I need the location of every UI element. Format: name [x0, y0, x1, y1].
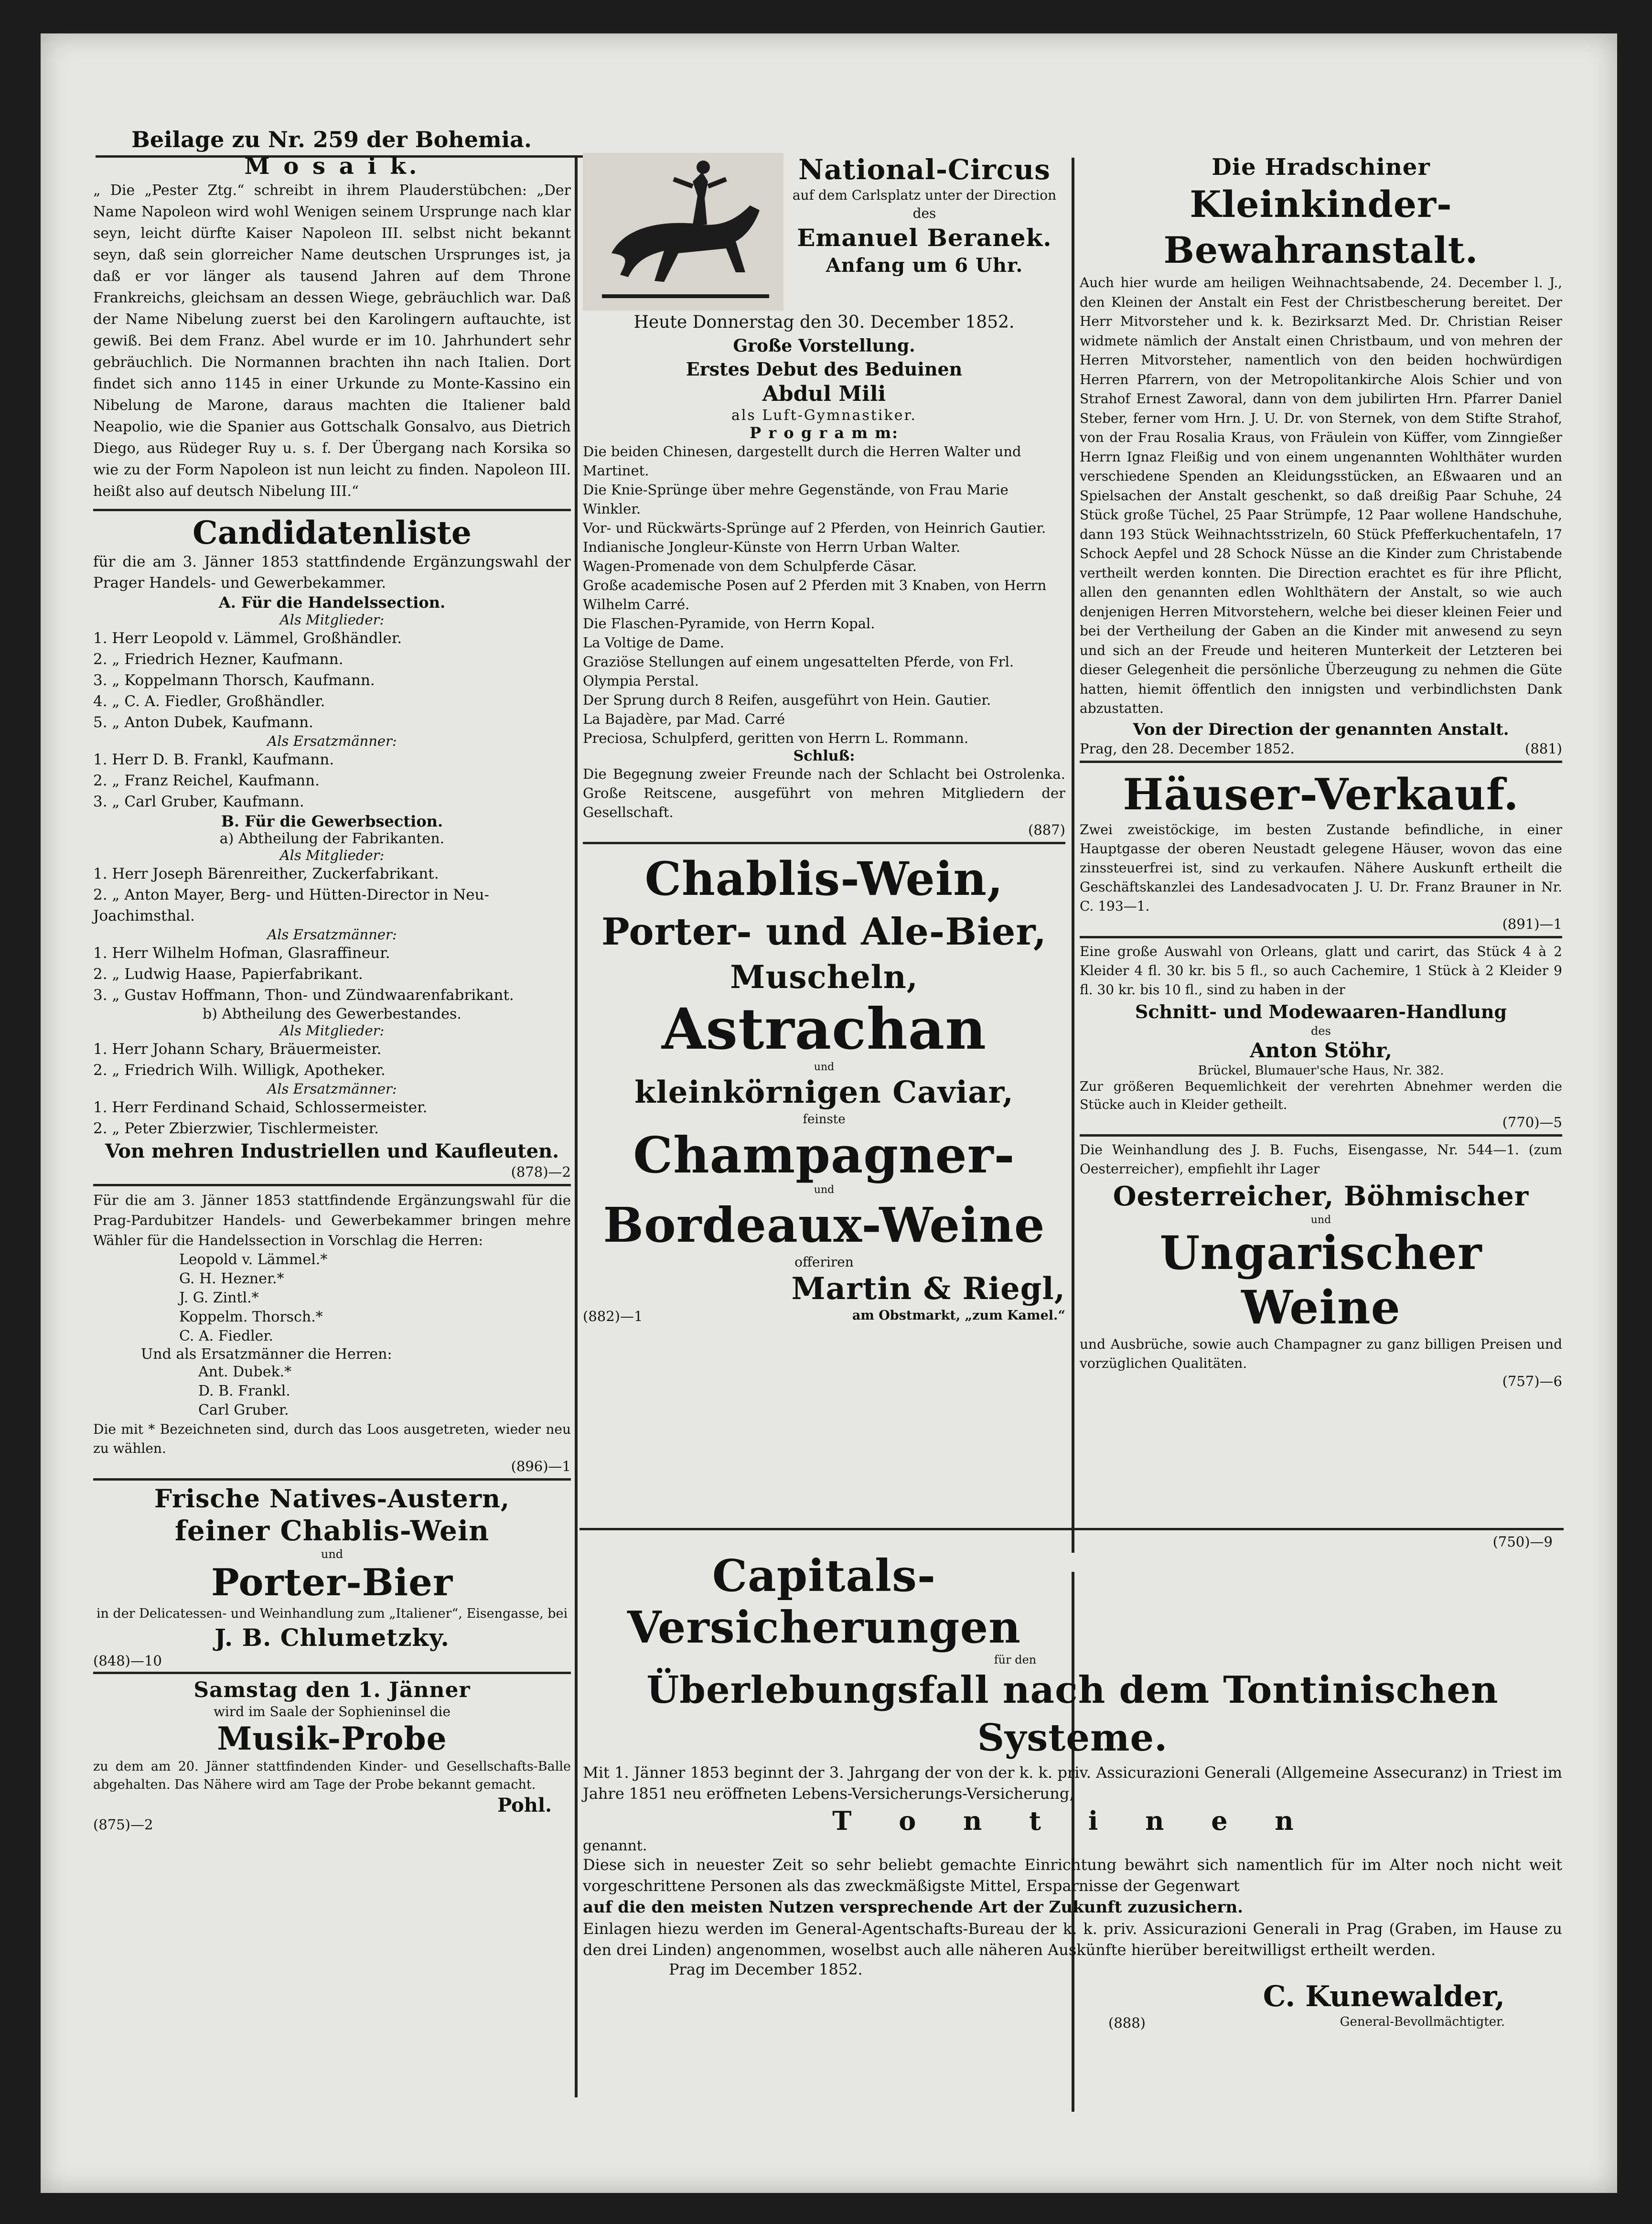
- list-item: Wagen-Promenade von dem Schulpferde Cäsar.: [583, 558, 917, 574]
- wine-shop-und: und: [1310, 1214, 1331, 1226]
- wine-ad-line-2: Porter- und Ale-Bier,: [601, 910, 1047, 954]
- candidates-intro: für die am 3. Jänner 1853 stattfindende Ergänzungswahl der Prager Handels- und Gewerbekammer.: [93, 553, 571, 591]
- list-item: Die Knie-Sprünge über mehre Gegenstände, von Frau Marie Winkler.: [583, 482, 1008, 517]
- wine-ad-line-7: Bordeaux-Weine: [603, 1197, 1045, 1253]
- divider: [1080, 936, 1562, 938]
- wine-ad-und: und: [814, 1184, 835, 1196]
- list-item: J. G. Zintl.*: [179, 1289, 259, 1306]
- program-list: [583, 442, 1065, 748]
- list-item: 2. „ Ludwig Haase, Papierfabrikant.: [93, 966, 363, 983]
- wine-ad-merchant: Martin & Riegl,: [791, 1271, 1065, 1307]
- debut-line-2: Abdul Mili: [762, 382, 886, 406]
- wine-ad-line-3: Muscheln,: [730, 958, 918, 996]
- divider: [583, 842, 1065, 844]
- rehearsal-ad-line-1: Samstag den 1. Jänner: [193, 1678, 471, 1702]
- debut-line-3: als Luft-Gymnastiker.: [731, 407, 917, 424]
- ad-reference: (881): [1525, 740, 1562, 757]
- circus-title: National-Circus: [798, 153, 1051, 186]
- list-item: 2. „ Franz Reichel, Kaufmann.: [93, 772, 320, 789]
- wine-ad-line-5: kleinkörnigen Caviar,: [634, 1074, 1014, 1110]
- insurance-text-2: Diese sich in neuester Zeit so sehr beliebt gemachte Einrichtung bewährt sich namentlich für im Alter noch nicht weit vorgeschrittene Personen als das zweckmäßigste Mittel, Ersparnisse der Gegenwart: [583, 1856, 1562, 1895]
- proposal-intro: Für die am 3. Jänner 1853 stattfindende Ergänzungswahl für die Prag-Pardubitzer Handels- und Gewerbekammer bringen mehre Wähler für die Handelssection in Vorschlag die Herren:: [93, 1192, 571, 1248]
- newspaper-page: [41, 33, 1617, 2193]
- section-b-heading: B. Für die Gewerbsection.: [221, 812, 443, 830]
- fabric-ad-note: Zur größeren Bequemlichkeit der verehrten Abnehmer werden die Stücke auch in Kleider getheilt.: [1080, 1079, 1562, 1112]
- wine-ad-line-1: Chablis-Wein,: [644, 852, 1004, 906]
- kindergarten-date: Prag, den 28. December 1852.: [1080, 740, 1295, 757]
- kindergarten-title-1: Die Hradschiner: [1212, 154, 1430, 181]
- list-item: 1. Herr Leopold v. Lämmel, Großhändler.: [93, 630, 402, 647]
- substitutes-heading: Als Ersatzmänner:: [267, 926, 397, 943]
- ad-reference: (878)—2: [511, 1164, 571, 1180]
- ad-reference: (757)—6: [1502, 1373, 1562, 1389]
- substitutes-heading: Als Ersatzmänner:: [267, 733, 397, 749]
- section-bb-substitutes: [93, 1097, 571, 1139]
- ad-reference: (750)—9: [1492, 1534, 1553, 1550]
- ad-reference: (848)—10: [93, 1653, 162, 1669]
- wine-shop-line-1: Oesterreicher, Böhmischer: [1113, 1180, 1529, 1212]
- list-item: Vor- und Rückwärts-Sprünge auf 2 Pferden, von Heinrich Gautier.: [583, 520, 1046, 536]
- proposal-substitutes-intro: Und als Ersatzmänner die Herren:: [141, 1346, 392, 1363]
- proposal-names: [93, 1250, 571, 1346]
- proposal-note: Die mit * Bezeichneten sind, durch das Loos ausgetreten, wieder neu zu wählen.: [93, 1421, 571, 1456]
- fabric-ad-text: Eine große Auswahl von Orleans, glatt und carirt, das Stück 4 à 2 Kleider 4 fl. 30 kr. bis 5 fl., so auch Cachemire, 1 Stück à 2 Kleider 9 fl. 30 kr. bis 10 fl., sind zu haben in der: [1080, 943, 1562, 998]
- finale-text: Die Begegnung zweier Freunde nach der Schlacht bei Ostrolenka. Große Reitscene, ausgeführt von mehren Mitgliedern der Gesellschaft.: [583, 766, 1065, 820]
- list-item: Indianische Jongleur-Künste von Herrn Urban Walter.: [583, 539, 961, 555]
- insurance-genannt: genannt.: [583, 1837, 647, 1854]
- wine-ad-line-6: Champagner-: [633, 1126, 1015, 1184]
- circus-subtitle: auf dem Carlsplatz unter der Direction des: [792, 187, 1057, 221]
- ad-reference: (882)—1: [583, 1308, 643, 1324]
- oyster-ad-line-2: feiner Chablis-Wein: [174, 1515, 490, 1547]
- wine-shop-line-2: Ungarischer Weine: [1159, 1225, 1482, 1334]
- oyster-ad-line-1: Frische Natives-Austern,: [154, 1484, 510, 1514]
- section-b-members: [93, 863, 571, 926]
- divider: [93, 1478, 571, 1481]
- list-item: 3. „ Gustav Hoffmann, Thon- und Zündwaarenfabrikant.: [93, 987, 514, 1004]
- list-item: 2. „ Anton Mayer, Berg- und Hütten-Director in Neu-Joachimsthal.: [93, 886, 490, 924]
- members-heading: Als Mitglieder:: [279, 1022, 385, 1039]
- oyster-ad-und: und: [321, 1547, 343, 1561]
- left-column: [93, 153, 571, 1833]
- ad-reference: (888): [1108, 2015, 1146, 2031]
- fabric-ad-des: des: [1311, 1024, 1331, 1038]
- bottom-section-rule: [579, 1528, 1564, 1530]
- circus-start-time: Anfang um 6 Uhr.: [826, 254, 1023, 277]
- fabric-ad-merchant: Anton Stöhr,: [1250, 1038, 1392, 1062]
- list-item: 5. „ Anton Dubek, Kaufmann.: [93, 714, 313, 731]
- list-item: Ant. Dubek.*: [198, 1364, 292, 1380]
- rehearsal-ad-text: zu dem am 20. Jänner stattfindenden Kinder- und Gesellschafts-Balle abgehalten. Das Nähere wird am Tage der Probe bekannt gemacht.: [93, 1759, 571, 1792]
- proposal-substitutes: [93, 1363, 571, 1420]
- section-a-members: [93, 628, 571, 733]
- section-a-substitutes: [93, 749, 571, 812]
- ad-reference: (875)—2: [93, 1816, 153, 1833]
- insurance-signature-title: General-Bevollmächtigter.: [1340, 2015, 1505, 2029]
- candidates-signature: Von mehren Industriellen und Kaufleuten.: [105, 1140, 559, 1162]
- list-item: Leopold v. Lämmel.*: [179, 1251, 328, 1268]
- list-item: Große academische Posen auf 2 Pferden mit 3 Knaben, von Herrn Wilhelm Carré.: [583, 577, 1047, 612]
- ad-reference: (891)—1: [1502, 915, 1562, 932]
- list-item: Koppelm. Thorsch.*: [179, 1309, 323, 1325]
- kindergarten-signature: Von der Direction der genannten Anstalt.: [1133, 720, 1509, 739]
- list-item: 3. „ Koppelmann Thorsch, Kaufmann.: [93, 672, 375, 689]
- divider: [93, 1672, 571, 1674]
- divider: [1080, 1134, 1562, 1137]
- insurance-text-3: Einlagen hiezu werden im General-Agentschafts-Bureau der k. k. priv. Assicurazioni Generali in Prag (Graben, im Hause zu den drei Linden) angenommen, woselbst auch alle näheren Auskünfte hierüber bereitwilligst ertheilt werden.: [583, 1920, 1562, 1959]
- insurance-ad: [583, 1534, 1562, 2031]
- ad-reference: (896)—1: [511, 1458, 571, 1474]
- right-column: [1080, 153, 1562, 1389]
- grand-performance: Große Vorstellung.: [733, 336, 915, 356]
- list-item: La Bajadère, par Mad. Carré: [583, 711, 785, 727]
- rehearsal-ad-signature: Pohl.: [497, 1794, 552, 1816]
- rehearsal-ad-line-3: Musik-Probe: [217, 1720, 447, 1757]
- circus-director: Emanuel Beranek.: [797, 224, 1052, 252]
- divider: [1080, 761, 1562, 763]
- program-heading: P r o g r a m m:: [750, 424, 899, 442]
- insurance-date: Prag im December 1852.: [669, 1960, 863, 1978]
- divider: [93, 1184, 571, 1186]
- oyster-ad-line-3: Porter-Bier: [211, 1561, 453, 1604]
- mosaik-title: M o s a i k.: [244, 153, 420, 180]
- insurance-signature: C. Kunewalder,: [1263, 1980, 1505, 2013]
- column-rule-2: [1072, 158, 1074, 1553]
- section-b-b-heading: b) Abtheilung des Gewerbestandes.: [203, 1006, 461, 1022]
- mosaik-text: „ Die „Pester Ztg.“ schreibt in ihrem Plauderstübchen: „Der Name Napoleon wird wohl Wenigen seinem Ursprunge nach klar seyn, leicht dürfte Kaiser Napoleon III. selbst nicht bekannt seyn, daß sein glorreicher Name deutschen Ursprunges ist, ja daß er vor länger als tausend Jahren auf dem Throne Frankreichs, gleichsam an dessen Wiege, gebräuchlich war. Daß der Name Nibelung zuerst bei den Karolingern auftauchte, ist gewiß. Bei dem Franz. Abel wurde er im 10. Jahrhundert sehr gebräuchlich. Die Normannen brachten ihn nach Italien. Dort findet sich anno 1145 in einer Urkunde zu Monte-Kassino ein Nibelung de Marone, daraus machten die Italiener bald Neapolio, wie die Spanier aus Gottschalk Gonsalvo, aus Dietrich Diego, aus Rüdeger Ruy u. s. f. Der Übergang nach Korsika so wie zu der Form Napoleon ist nun leicht zu finden. Napoleon III. heißt also auf deutsch Nibelung III.“: [93, 182, 571, 500]
- wine-ad-line-4: Astrachan: [661, 996, 987, 1062]
- list-item: Der Sprung durch 8 Reifen, ausgeführt von Hein. Gautier.: [583, 692, 991, 708]
- house-sale-title: Häuser-Verkauf.: [1123, 769, 1519, 820]
- fabric-ad-address: Brückel, Blumauer'sche Haus, Nr. 382.: [1198, 1063, 1444, 1078]
- list-item: 1. Herr Joseph Bärenreither, Zuckerfabrikant.: [93, 865, 439, 882]
- list-item: Die beiden Chinesen, dargestellt durch die Herren Walter und Martinet.: [583, 443, 1021, 479]
- list-item: 1. Herr Ferdinand Schaid, Schlossermeister.: [93, 1099, 428, 1116]
- list-item: 3. „ Carl Gruber, Kaufmann.: [93, 793, 304, 810]
- horse-rider-icon: [583, 153, 783, 311]
- substitutes-heading: Als Ersatzmänner:: [267, 1081, 397, 1097]
- wine-ad-offer: offeriren: [794, 1254, 854, 1270]
- members-heading: Als Mitglieder:: [279, 847, 385, 863]
- wine-shop-text: Die Weinhandlung des J. B. Fuchs, Eisengasse, Nr. 544—1. (zum Oesterreicher), empfiehlt ihr Lager: [1080, 1141, 1562, 1177]
- insurance-footer: [583, 2015, 1562, 2031]
- list-item: C. A. Fiedler.: [179, 1328, 273, 1344]
- kindergarten-text: Auch hier wurde am heiligen Weihnachtsabende, 24. December l. J., den Kleinen der Anstalt ein Fest der Christbescherung bereitet. Der Herr Mitvorsteher und k. k. Bezirksarzt Med. Dr. Christian Reiser widmete nämlich der Anstalt einen Christbaum, und von mehren der Herren Mitvorsteher, namentlich von den beiden hochwürdigen Herren Pfarrern, von der Metropolitankirche Alois Schier und von Strahof Ernest Zaworal, dann von dem jubilirten Hrn. Pfarrer Daniel Steber, ferner vom Hrn. J. U. Dr. von Sternek, von dem Stifte Strahof, von der Frau Rosalia Kraus, von Fräulein von Küffer, vom Zinngießer Herrn Ignaz Fleißig und von einem ungenannten Wohlthäter wurden verschiedene Spenden an Kleidungsstücken, an Eßwaaren und an Spielsachen der Anstalt geschenkt, so daß dreißig Paar Schuhe, 24 Stück große Tüchel, 25 Paar Strümpfe, 12 Paar wollene Handschuhe, dann 193 Stück Weihnachtsstrizeln, 60 Stück Pfefferkuchentafeln, 17 Schock Aepfel und 28 Schock Nüsse an die Kinder zum Christabende vertheilt werden konnten. Die Direction erachtet es für ihre Pflicht, allen den genannten edlen Wohlthätern der Anstalt, so wie auch denjenigen Herren Mitvorstehern, welche bei dieser kleinen Feier und bei der Vertheilung der Gaben an die Kinder mit anwesend zu seyn und sich an der Freude und heiteren Munterkeit der Letzteren bei dieser Gelegenheit die persönliche Überzeugung zu nehmen die Güte hatten, hiemit öffentlich den innigsten und verbindlichsten Dank abzustatten.: [1080, 275, 1562, 716]
- list-item: 4. „ C. A. Fiedler, Großhändler.: [93, 693, 325, 710]
- divider: [93, 509, 571, 511]
- performance-date: Heute Donnerstag den 30. December 1852.: [633, 312, 1015, 332]
- list-item: 1. Herr Johann Schary, Bräuermeister.: [93, 1041, 382, 1058]
- fabric-ad-shop: Schnitt- und Modewaaren-Handlung: [1135, 1000, 1507, 1022]
- finale-heading: Schluß:: [793, 748, 855, 764]
- debut-line-1: Erstes Debut des Beduinen: [686, 358, 963, 380]
- list-item: La Voltige de Dame.: [583, 634, 725, 651]
- insurance-text-bold: auf die den meisten Nutzen versprechende Art der Zukunft zuzusichern.: [583, 1898, 1243, 1917]
- list-item: 2. „ Peter Zbierzwier, Tischlermeister.: [93, 1120, 379, 1137]
- list-item: Carl Gruber.: [198, 1402, 289, 1418]
- rehearsal-ad-line-2: wird im Saale der Sophieninsel die: [213, 1704, 451, 1719]
- section-a-heading: A. Für die Handelssection.: [218, 593, 446, 612]
- insurance-text-1: Mit 1. Jänner 1853 beginnt der 3. Jahrgang der von der k. k. priv. Assicurazioni Generali (Allgemeine Assecuranz) in Triest im Jahre 1851 neu eröffneten Lebens-Versicherungs-Versicherung,: [583, 1763, 1562, 1803]
- ad-reference: (770)—5: [1502, 1114, 1562, 1130]
- section-bb-members: [93, 1039, 571, 1081]
- kindergarten-footer: [1080, 741, 1562, 757]
- masthead: Beilage zu Nr. 259 der Bohemia.: [131, 127, 532, 152]
- list-item: Preciosa, Schulpferd, geritten von Herrn L. Rommann.: [583, 730, 969, 746]
- list-item: G. H. Hezner.*: [179, 1270, 284, 1287]
- kindergarten-title-2: Kleinkinder-Bewahranstalt.: [1163, 183, 1479, 271]
- candidates-title: Candidatenliste: [193, 514, 472, 551]
- ad-reference: (887): [1028, 822, 1065, 838]
- column-rule-1: [575, 158, 578, 2097]
- middle-column: [583, 153, 1065, 1324]
- section-b-a-heading: a) Abtheilung der Fabrikanten.: [219, 830, 445, 847]
- list-item: D. B. Frankl.: [198, 1383, 290, 1399]
- list-item: 1. Herr Wilhelm Hofman, Glasraffineur.: [93, 945, 390, 962]
- list-item: 2. „ Friedrich Wilh. Willigk, Apotheker.: [93, 1062, 386, 1079]
- wine-ad-und: und: [814, 1061, 835, 1073]
- wine-ad-address: am Obstmarkt, „zum Kamel.“: [852, 1308, 1065, 1323]
- oyster-ad-text: in der Delicatessen- und Weinhandlung zum „Italiener“, Eisengasse, bei: [96, 1606, 568, 1621]
- insurance-title-2: Überlebungsfall nach dem Tontinischen Systeme.: [646, 1668, 1499, 1760]
- members-heading: Als Mitglieder:: [279, 612, 385, 628]
- section-b-substitutes: [93, 943, 571, 1006]
- wine-ad-footer: [583, 1308, 1065, 1324]
- insurance-tontinen: T o n t i n e n: [832, 1805, 1313, 1836]
- oyster-ad-merchant: J. B. Chlumetzky.: [215, 1623, 450, 1652]
- wine-ad-feinste: feinste: [803, 1112, 846, 1127]
- list-item: 1. Herr D. B. Frankl, Kaufmann.: [93, 751, 334, 768]
- wine-shop-text-2: und Ausbrüche, sowie auch Champagner zu ganz billigen Preisen und vorzüglichen Qualitäten.: [1080, 1336, 1562, 1371]
- insurance-title-1: Capitals-Versicherungen: [627, 1550, 1021, 1653]
- list-item: Die Flaschen-Pyramide, von Herrn Kopal.: [583, 615, 875, 632]
- house-sale-text: Zwei zweistöckige, im besten Zustande befindliche, in einer Hauptgasse der oberen Neustadt gelegene Häuser, wovon das eine zinssteuerfrei ist, sind zu verkaufen. Nähere Auskunft ertheilt die Geschäftskanzlei des Landesadvocaten J. U. Dr. Franz Brauner in Nr. C. 193—1.: [1080, 821, 1562, 914]
- list-item: 2. „ Friedrich Hezner, Kaufmann.: [93, 651, 343, 668]
- circus-header: [583, 153, 1065, 311]
- circus-title-block: [783, 153, 1065, 278]
- list-item: Graziöse Stellungen auf einem ungesattelten Pferde, von Frl. Olympia Perstal.: [583, 654, 1014, 689]
- insurance-fuer: für den: [994, 1653, 1037, 1666]
